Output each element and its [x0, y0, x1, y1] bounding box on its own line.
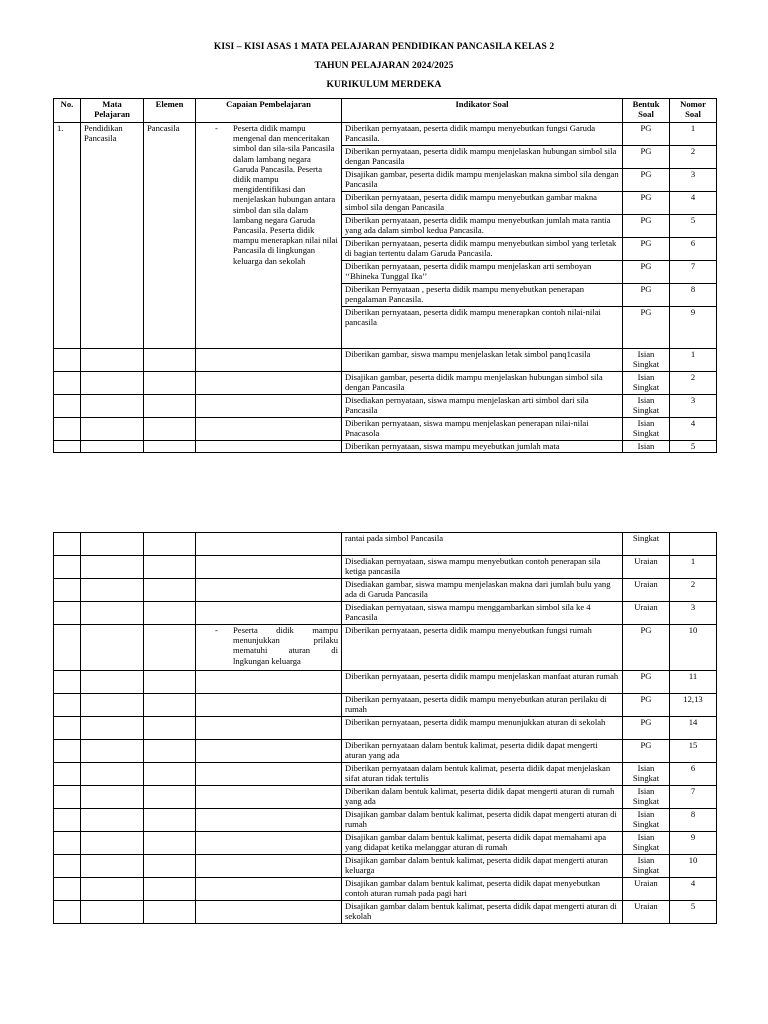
cell-indikator: Diberikan pernyataan, peserta didik mampu menyebutkan aturan perilaku di rumah	[342, 694, 623, 717]
cell-bentuk: Uraian	[623, 602, 670, 625]
cell-indikator: Disajikan gambar dalam bentuk kalimat, peserta didik dapat memahami apa yang didapat ketika melanggar aturan di rumah	[342, 832, 623, 855]
cell-nomor: 6	[670, 763, 717, 786]
col-header-cp: Capaian Pembelajaran	[196, 99, 342, 123]
cell-indikator: Diberikan pernyataan, peserta didik mampu menyebutkan gambar makna simbol sila dengan Pancasila	[342, 192, 623, 215]
cell-indikator: Disediakan pernyataan, siswa mampu menyebutkan contoh penerapan sila ketiga pancasila	[342, 556, 623, 579]
cell-bentuk: PG	[623, 215, 670, 238]
table-row	[54, 717, 717, 740]
cp-bullet: -	[215, 123, 218, 133]
cell-bentuk: PG	[623, 694, 670, 717]
cell-bentuk: PG	[623, 123, 670, 146]
cell-indikator: Disajikan gambar dalam bentuk kalimat, peserta didik dapat menyebutkan contoh aturan rumah pada pagi hari	[342, 878, 623, 901]
cell-nomor: 8	[670, 284, 717, 307]
cell-indikator: Disajikan gambar dalam bentuk kalimat, peserta didik dapat mengerti aturan keluarga	[342, 855, 623, 878]
col-header-mapel: Mata Pelajaran	[81, 99, 144, 123]
cell-nomor: 4	[670, 878, 717, 901]
cell-bentuk: PG	[623, 284, 670, 307]
cell-indikator: rantai pada simbol Pancasila	[342, 533, 623, 556]
table-row	[54, 809, 717, 832]
table-row	[54, 556, 717, 579]
cell-indikator: Disediakan pernyataan, siswa mampu menjelaskan arti simbol dari sila Pancasila	[342, 395, 623, 418]
cell-nomor: 12,13	[670, 694, 717, 717]
cell-indikator: Disajikan gambar, peserta didik mampu menjelaskan hubungan simbol sila dengan Pancasila	[342, 372, 623, 395]
cell-bentuk: PG	[623, 671, 670, 694]
cell-cp	[196, 123, 342, 349]
cell-indikator: Diberikan pernyataan, peserta didik mampu menyebutkan fungsi Garuda Pancasila.	[342, 123, 623, 146]
cell-bentuk: PG	[623, 192, 670, 215]
cell-nomor: 11	[670, 671, 717, 694]
cell-bentuk: PG	[623, 717, 670, 740]
cell-nomor: 14	[670, 717, 717, 740]
kisi-table-page-2	[53, 532, 717, 924]
cell-bentuk: Isian Singkat	[623, 786, 670, 809]
table-row	[54, 694, 717, 717]
table-row	[54, 418, 717, 441]
cell-bentuk: PG	[623, 625, 670, 671]
cell-indikator: Diberikan pernyataan, peserta didik mampu menyebutkan jumlah mata rantia yang ada dalam simbol kedua Pancasila.	[342, 215, 623, 238]
cell-indikator: Disediakan gambar, siswa mampu menjelaskan makna dari jumlah bulu yang ada di Garuda Pancasila	[342, 579, 623, 602]
cell-bentuk: Isian Singkat	[623, 349, 670, 372]
cell-elemen: Pancasila	[144, 123, 196, 349]
cell-nomor: 10	[670, 855, 717, 878]
cp-text: Peserta didik mampu menunjukkan prilaku mematuhi aturan di lngkungan keluarga	[233, 625, 338, 666]
cell-bentuk: Isian Singkat	[623, 809, 670, 832]
cell-nomor: 2	[670, 146, 717, 169]
table-row	[54, 832, 717, 855]
cell-indikator: Diberikan gambar, siswa mampu menjelaskan letak simbol panq1casila	[342, 349, 623, 372]
cell-bentuk: PG	[623, 740, 670, 763]
cell-nomor: 6	[670, 238, 717, 261]
cell-indikator: Disajikan gambar dalam bentuk kalimat, peserta didik dapat mengerti aturan di rumah	[342, 809, 623, 832]
table-row	[54, 602, 717, 625]
cell-indikator: Diberikan pernyataan, siswa mampu menjelaskan penerapan nilai-nilai Pnacasola	[342, 418, 623, 441]
cell-nomor: 1	[670, 556, 717, 579]
cell-bentuk: Uraian	[623, 579, 670, 602]
cell-nomor: 1	[670, 349, 717, 372]
table-row	[54, 579, 717, 602]
cell-indikator: Diberikan pernyataan, peserta didik mampu menjelaskan hubungan simbol sila dengan Pancasila	[342, 146, 623, 169]
cell-bentuk: PG	[623, 261, 670, 284]
cp-text: Peserta didik mampu mengenal dan menceritakan simbol dan sila-sila Pancasila dalam lambang negara Garuda Pancasila. Peserta didik mampu mengidentifikasi dan menjelaskan hubungan antara simbol dan sila dalam lambang negara Garuda Pancasila. Peserta didik mampu menerapkan nilai nilai Pancasila di lingkungan keluarga dan sekolah	[233, 123, 338, 266]
cell-nomor: 9	[670, 832, 717, 855]
cell-indikator: Diberikan pernyataan, peserta didik mampu menyebutkan simbol yang terletak di bagian tertentu dalam Garuda Pancasila.	[342, 238, 623, 261]
cell-cp	[196, 625, 342, 671]
cell-nomor: 2	[670, 579, 717, 602]
cell-indikator: Diberikan pernyataan, peserta didik mampu menjelaskan manfaat aturan rumah	[342, 671, 623, 694]
cell-nomor: 10	[670, 625, 717, 671]
cell-bentuk: PG	[623, 146, 670, 169]
cell-bentuk: Isian	[623, 441, 670, 453]
cell-bentuk: PG	[623, 169, 670, 192]
cell-indikator: Disajikan gambar dalam bentuk kalimat, peserta didik dapat mengerti aturan di sekolah	[342, 901, 623, 924]
cell-bentuk: Isian Singkat	[623, 855, 670, 878]
cell-nomor: 15	[670, 740, 717, 763]
cell-bentuk: Uraian	[623, 556, 670, 579]
cell-nomor: 3	[670, 602, 717, 625]
table-row	[54, 372, 717, 395]
cell-nomor: 8	[670, 809, 717, 832]
cell-no: 1.	[54, 123, 81, 349]
cell-nomor: 3	[670, 395, 717, 418]
table-row	[54, 786, 717, 809]
cell-bentuk: Isian Singkat	[623, 763, 670, 786]
table-header-row	[54, 99, 717, 123]
cell-bentuk: PG	[623, 307, 670, 349]
cell-indikator: Diberikan Pernyataan , peserta didik mampu menyebutkan penerapan pengalaman Pancasila.	[342, 284, 623, 307]
table-row	[54, 349, 717, 372]
cell-nomor: 7	[670, 261, 717, 284]
cell-indikator: Diberikan pernyataan dalam bentuk kalimat, peserta didik dapat mengerti aturan yang ada	[342, 740, 623, 763]
cell-indikator: Diberikan pernyataan, peserta didik mampu menunjukkan aturan di sekolah	[342, 717, 623, 740]
cell-indikator: Diberikan pernyataan, peserta didik mampu menerapkan contoh nilai-nilai pancasila	[342, 307, 623, 349]
cell-bentuk: Uraian	[623, 878, 670, 901]
cell-bentuk: Isian Singkat	[623, 372, 670, 395]
table-row	[54, 533, 717, 556]
cell-indikator: Diberikan pernyataan dalam bentuk kalimat, peserta didik dapat menjelaskan sifat aturan tidak tertulis	[342, 763, 623, 786]
cell-nomor: 2	[670, 372, 717, 395]
table-row	[54, 625, 717, 671]
table-row	[54, 671, 717, 694]
cell-nomor: 5	[670, 215, 717, 238]
cell-indikator: Disajikan gambar, peserta didik mampu menjelaskan makna simbol sila dengan Pancasila	[342, 169, 623, 192]
cell-nomor: 9	[670, 307, 717, 349]
cell-bentuk: Isian Singkat	[623, 395, 670, 418]
table-row	[54, 901, 717, 924]
table-row	[54, 123, 717, 146]
table-row	[54, 740, 717, 763]
doc-title-line-1: KISI – KISI ASAS 1 MATA PELAJARAN PENDIDIKAN PANCASILA KELAS 2	[213, 42, 555, 52]
col-header-no: No.	[54, 99, 81, 123]
cp-bullet: -	[215, 625, 218, 635]
cell-mapel: Pendidikan Pancasila	[81, 123, 144, 349]
cell-nomor: 1	[670, 123, 717, 146]
cell-nomor: 5	[670, 901, 717, 924]
cell-indikator: Diberikan pernyataan, peserta didik mampu menyebutkan fungsi rumah	[342, 625, 623, 671]
cell-bentuk: Singkat	[623, 533, 670, 556]
cell-nomor: 3	[670, 169, 717, 192]
cell-indikator: Diberikan pernyataan, siswa mampu meyebutkan jumlah mata	[342, 441, 623, 453]
cell-indikator: Diberikan dalam bentuk kalimat, peserta didik dapat mengerti aturan di rumah yang ada	[342, 786, 623, 809]
cell-bentuk: Uraian	[623, 901, 670, 924]
cell-nomor: 5	[670, 441, 717, 453]
table-row	[54, 441, 717, 453]
kisi-table-page-1	[53, 98, 717, 453]
cell-bentuk: PG	[623, 238, 670, 261]
cell-nomor: 7	[670, 786, 717, 809]
cell-bentuk: Isian Singkat	[623, 418, 670, 441]
table-row	[54, 395, 717, 418]
table-row	[54, 855, 717, 878]
cell-indikator: Diberikan pernyataan, peserta didik mampu menjelaskan arti semboyan ‘‘Bhineka Tunggal Ika’’	[342, 261, 623, 284]
col-header-elemen: Elemen	[144, 99, 196, 123]
col-header-nomor: Nomor Soal	[670, 99, 717, 123]
doc-title-line-2: TAHUN PELAJARAN 2024/2025	[314, 61, 454, 71]
table-row	[54, 763, 717, 786]
col-header-indikator: Indikator Soal	[342, 99, 623, 123]
cell-indikator: Disediakan pernyataan, siswa mampu menggambarkan simbol sila ke 4 Pancasila	[342, 602, 623, 625]
cell-nomor: 4	[670, 418, 717, 441]
table-row	[54, 878, 717, 901]
cell-bentuk: Isian Singkat	[623, 832, 670, 855]
cell-nomor: 4	[670, 192, 717, 215]
doc-title-line-3: KURIKULUM MERDEKA	[326, 80, 442, 90]
col-header-bentuk: Bentuk Soal	[623, 99, 670, 123]
